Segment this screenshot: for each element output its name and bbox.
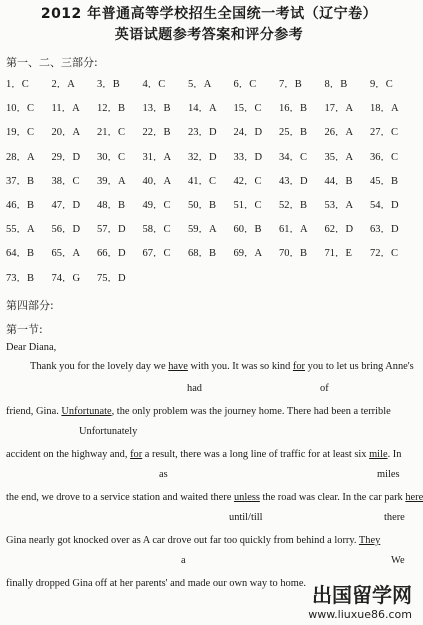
answer-cell: 62．D xyxy=(324,224,354,236)
answer-cell: 61．A xyxy=(279,224,308,236)
page-subtitle: 英语试题参考答案和评分参考 xyxy=(114,27,304,43)
letter-line-3 xyxy=(6,449,401,460)
correction: Unfortunately xyxy=(79,426,138,437)
answer-cell: 47．D xyxy=(51,199,81,211)
answer-cell: 41．C xyxy=(188,175,217,187)
answer-row xyxy=(6,124,416,148)
answer-cell: 35．A xyxy=(324,151,354,163)
answer-cell: 69．A xyxy=(233,248,263,260)
answer-row xyxy=(6,270,416,294)
error-word: for xyxy=(292,361,306,372)
letter-line-2 xyxy=(6,406,391,417)
answer-cell: 33．D xyxy=(233,151,263,163)
answer-cell: 54．D xyxy=(370,199,399,211)
answer-row xyxy=(6,100,416,124)
answer-cell: 3．B xyxy=(97,79,120,90)
answer-cell: 45．B xyxy=(370,175,399,187)
text: a result, there was a long line of traffic for at least six xyxy=(142,449,370,460)
answer-cell: 72．C xyxy=(370,248,399,260)
watermark-logo xyxy=(308,579,412,621)
answer-row xyxy=(6,149,416,173)
answer-row xyxy=(6,173,416,197)
struck-article: A xyxy=(142,535,150,546)
answer-row xyxy=(6,245,416,269)
answer-cell: 8．B xyxy=(324,79,348,90)
answer-cell: 71．E xyxy=(324,248,352,260)
section-heading-1-3: 第一、二、三部分: xyxy=(6,56,98,69)
correction: until/till xyxy=(229,512,263,523)
answer-cell: 59．A xyxy=(188,224,217,236)
answer-cell: 16．B xyxy=(279,103,308,115)
answer-cell: 52．B xyxy=(279,199,308,211)
answer-grid xyxy=(6,76,416,294)
answer-cell: 23．D xyxy=(188,127,217,139)
answer-cell: 56．D xyxy=(51,224,81,236)
answer-cell: 75．D xyxy=(97,272,126,284)
page-title: 2012 年普通高等学校招生全国统一考试（辽宁卷） xyxy=(40,6,378,22)
answer-cell: 30．C xyxy=(97,151,126,163)
error-word: have xyxy=(168,361,188,372)
answer-cell: 51．C xyxy=(233,199,262,211)
answer-cell: 64．B xyxy=(6,248,35,260)
text: with you. It was so kind xyxy=(187,361,293,372)
text: the road was clear. In the car park xyxy=(259,492,406,503)
answer-cell: 32．D xyxy=(188,151,217,163)
answer-cell: 14．A xyxy=(188,103,217,115)
answer-cell: 73．B xyxy=(6,272,35,284)
answer-cell: 53．A xyxy=(324,199,354,211)
answer-cell: 15．C xyxy=(233,103,262,115)
answer-cell: 42．C xyxy=(233,175,262,187)
answer-cell: 5．A xyxy=(188,79,212,90)
answer-cell: 57．D xyxy=(97,224,126,236)
answer-cell: 63．D xyxy=(370,224,399,236)
correction: had xyxy=(187,383,203,394)
answer-cell: 74．G xyxy=(51,272,81,284)
answer-cell: 49．C xyxy=(142,199,171,211)
answer-cell: 44．B xyxy=(324,175,353,187)
section-heading-4-1: 第一节: xyxy=(6,323,43,336)
answer-cell: 68．B xyxy=(188,248,217,260)
answer-cell: 43．D xyxy=(279,175,308,187)
letter-line-5 xyxy=(6,535,380,546)
text: you to let us bring Anne's xyxy=(305,361,414,372)
correction: miles xyxy=(377,469,400,480)
answer-cell: 39．A xyxy=(97,175,126,187)
answer-cell: 27．C xyxy=(370,127,399,139)
answer-cell: 66．D xyxy=(97,248,126,260)
letter-line-4 xyxy=(6,492,423,503)
answer-cell: 58．C xyxy=(142,224,171,236)
answer-cell: 37．B xyxy=(6,175,35,187)
answer-cell: 22．B xyxy=(142,127,171,139)
answer-row xyxy=(6,76,416,100)
answer-cell: 17．A xyxy=(324,103,354,115)
answer-cell: 13．B xyxy=(142,103,171,115)
answer-cell: 4．C xyxy=(142,79,166,90)
answer-cell: 67．C xyxy=(142,248,171,260)
text: , the only problem was the journey home. There had been a terrible xyxy=(111,406,391,417)
answer-cell: 9．C xyxy=(370,79,393,90)
correction: there xyxy=(384,512,405,523)
answer-cell: 26．A xyxy=(324,127,354,139)
text: . In xyxy=(387,449,402,460)
answer-cell: 60．B xyxy=(233,224,262,236)
answer-cell: 6．C xyxy=(233,79,257,90)
answer-cell: 20．A xyxy=(51,127,81,139)
answer-cell: 34．C xyxy=(279,151,308,163)
answer-cell: 24．D xyxy=(233,127,263,139)
error-word: Unfortunate xyxy=(61,406,112,417)
letter-line-6: finally dropped Gina off at her parents' and made our own way to home. xyxy=(6,578,307,589)
logo-text: 出国留学网 xyxy=(312,583,412,607)
text: Gina nearly got knocked over as xyxy=(6,535,143,546)
answer-cell: 70．B xyxy=(279,248,308,260)
answer-cell: 12．B xyxy=(97,103,126,115)
answer-cell: 11．A xyxy=(51,103,80,115)
answer-row xyxy=(6,197,416,221)
answer-cell: 46．B xyxy=(6,199,35,211)
answer-cell: 18．A xyxy=(370,103,399,115)
correction: as xyxy=(159,469,168,480)
correction-letter xyxy=(0,315,423,589)
answer-cell: 10．C xyxy=(6,103,35,115)
text: Thank you for the lovely day we xyxy=(30,361,169,372)
answer-cell: 28．A xyxy=(6,151,35,163)
letter-line-1 xyxy=(30,361,414,372)
correction: of xyxy=(320,383,329,394)
answer-cell: 2．A xyxy=(51,79,75,90)
answer-cell: 7．B xyxy=(279,79,302,90)
text: friend, Gina. xyxy=(6,406,62,417)
text: car drove out far too quickly from behind a lorry. xyxy=(149,535,359,546)
correction: We xyxy=(391,555,405,566)
answer-cell: 38．C xyxy=(51,175,80,187)
section-heading-4: 第四部分: xyxy=(6,299,54,312)
letter-greeting: Dear Diana, xyxy=(6,342,57,353)
answer-cell: 31．A xyxy=(142,151,172,163)
text: the end, we drove to a service station and waited there xyxy=(6,492,234,503)
answer-cell: 1．C xyxy=(6,79,29,90)
answer-cell: 21．C xyxy=(97,127,126,139)
error-word: here xyxy=(405,492,423,503)
answer-cell: 50．B xyxy=(188,199,217,211)
error-word: mile xyxy=(369,449,388,460)
text: accident on the highway and, xyxy=(6,449,131,460)
answer-cell: 55．A xyxy=(6,224,35,236)
answer-cell: 48．B xyxy=(97,199,126,211)
answer-cell: 36．C xyxy=(370,151,399,163)
error-word: for xyxy=(130,449,143,460)
answer-cell: 19．C xyxy=(6,127,35,139)
answer-cell: 65．A xyxy=(51,248,81,260)
error-word: unless xyxy=(233,492,260,503)
correction: a xyxy=(181,555,186,566)
answer-cell: 25．B xyxy=(279,127,308,139)
answer-cell: 29．D xyxy=(51,151,81,163)
error-word: They xyxy=(358,535,381,546)
logo-url: www.liuxue86.com xyxy=(308,608,412,621)
answer-row xyxy=(6,221,416,245)
answer-cell: 40．A xyxy=(142,175,172,187)
